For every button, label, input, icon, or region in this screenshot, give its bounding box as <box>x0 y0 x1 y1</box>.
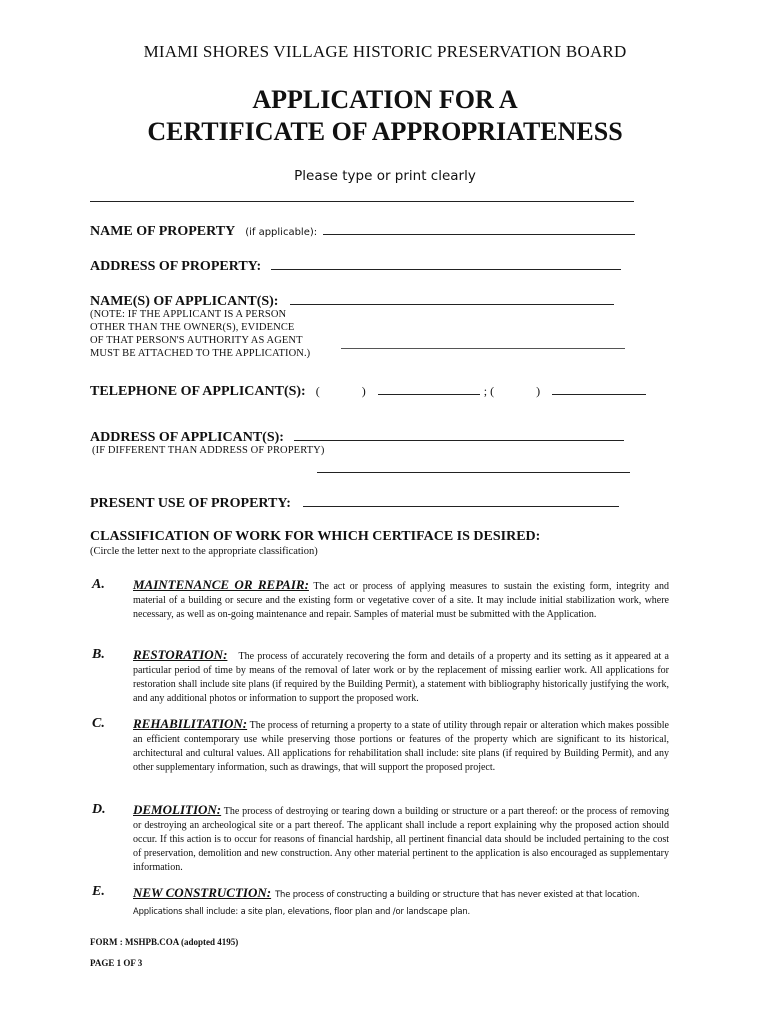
property-address-label: ADDRESS OF PROPERTY: <box>90 259 262 274</box>
classification-letter-b[interactable]: B. <box>92 647 105 662</box>
form-title-line2: CERTIFICATE OF APPROPRIATENESS <box>147 117 623 146</box>
area-code-open-1: ( <box>315 384 320 398</box>
area-code-field-2[interactable] <box>498 383 532 395</box>
applicant-agent-note <box>90 308 310 360</box>
telephone-row <box>90 382 646 400</box>
classification-letter-c[interactable]: C. <box>92 716 105 731</box>
organization-name: MIAMI SHORES VILLAGE HISTORIC PRESERVATION BOARD <box>143 42 627 61</box>
property-address-row <box>90 257 621 275</box>
present-use-field[interactable] <box>303 494 619 507</box>
phone-number-field-2[interactable] <box>552 382 646 395</box>
classification-letter-a[interactable]: A. <box>92 577 105 592</box>
description-new-construction: The process of constructing a building or structure that has never existed at that location. Applications shall include: a site plan, elevations, floor plan and /or landscape plan. <box>133 889 640 916</box>
note-line: (NOTE: IF THE APPLICANT IS A PERSON <box>90 309 287 320</box>
property-name-row <box>90 222 635 240</box>
term-maintenance-repair: MAINTENANCE OR REPAIR: <box>133 577 309 592</box>
applicant-names-field[interactable] <box>290 292 614 305</box>
classification-item-maintenance <box>133 578 669 622</box>
description-restoration: The process of accurately recovering the form and details of a property and its setting as it appeared at a particular period of time by means of the removal of later work or by the replacement of missing earlier work. All applications for restoration shall include site plans (if required by the Building Permit), a statement with bibliography historically justifying the work, and any additional photos or information to support the proposed work. <box>133 651 669 704</box>
area-code-close-2: ) <box>536 384 541 398</box>
description-maintenance-repair: The act or process of applying measures to sustain the existing form, integrity and material of a building or secure and the existing form or vegetative cover of a site. It may include initial stabilization work, where necessary, as well as on-going maintenance and repair. Samples of material must be submitted with the Application. <box>133 581 669 620</box>
applicant-address-note: (IF DIFFERENT THAN ADDRESS OF PROPERTY) <box>92 445 325 456</box>
term-new-construction: NEW CONSTRUCTION: <box>133 885 272 900</box>
property-address-field[interactable] <box>271 257 621 270</box>
term-restoration: RESTORATION: <box>133 647 228 662</box>
classification-item-restoration <box>133 648 669 706</box>
page-number: PAGE 1 OF 3 <box>90 958 143 968</box>
term-rehabilitation: REHABILITATION: <box>133 716 248 731</box>
classification-letter-e[interactable]: E. <box>92 884 105 899</box>
note-line: OTHER THAN THE OWNER(S), EVIDENCE <box>90 322 295 333</box>
classification-instruction: (Circle the letter next to the appropriate classification) <box>90 546 318 557</box>
description-demolition: The process of destroying or tearing down a building or structure or a part thereof: or the process of removing or destroying an archeological site or a part thereof. The applicant shall include a report explaining why the proposed action should occur. If this action is to occur for reasons of financial hardship, all pertinent financial data should be included pertaining to the cost of preservation, demolition and new construction. Any other material pertinent to the application is also encouraged as supplementary information. <box>133 806 669 873</box>
description-rehabilitation: The process of returning a property to a state of utility through repair or alteration which makes possible an efficient contemporary use while preserving those portions or features of the property which are significant to its historical, architectural and cultural values. All applications for rehabilitation shall include: site plans (if required by Building Permit), and any other supplementary information, such as drawings, that will support the proposed project. <box>133 720 669 773</box>
applicant-address-field[interactable] <box>294 428 624 441</box>
present-use-label: PRESENT USE OF PROPERTY: <box>90 496 291 511</box>
phone-number-field-1[interactable] <box>378 382 480 395</box>
applicant-address-field-2[interactable] <box>317 472 630 473</box>
header-divider <box>90 201 634 202</box>
phone-separator: ; ( <box>483 384 495 398</box>
property-name-hint: (if applicable): <box>245 227 318 238</box>
note-line: OF THAT PERSON'S AUTHORITY AS AGENT <box>90 335 303 346</box>
classification-letter-d[interactable]: D. <box>92 802 106 817</box>
classification-item-new-construction <box>133 885 669 919</box>
note-line: MUST BE ATTACHED TO THE APPLICATION.) <box>90 348 311 359</box>
form-title-line1: APPLICATION FOR A <box>252 85 518 114</box>
telephone-label: TELEPHONE OF APPLICANT(S): <box>90 384 306 399</box>
area-code-close-1: ) <box>361 384 366 398</box>
applicant-names-label: NAME(S) OF APPLICANT(S): <box>90 294 279 309</box>
property-name-label: NAME OF PROPERTY <box>90 224 236 239</box>
term-demolition: DEMOLITION: <box>133 802 222 817</box>
property-name-field[interactable] <box>323 222 635 235</box>
present-use-row <box>90 494 619 512</box>
classification-heading: CLASSIFICATION OF WORK FOR WHICH CERTIFACE IS DESIRED: <box>90 529 541 544</box>
form-identifier: FORM : MSHPB.COA (adopted 4195) <box>90 937 239 947</box>
area-code-field-1[interactable] <box>324 383 358 395</box>
classification-item-rehabilitation <box>133 717 669 775</box>
print-instruction: Please type or print clearly <box>294 168 476 184</box>
applicant-names-field-2[interactable] <box>341 348 625 349</box>
applicant-address-label: ADDRESS OF APPLICANT(S): <box>90 430 284 445</box>
classification-item-demolition <box>133 803 669 875</box>
